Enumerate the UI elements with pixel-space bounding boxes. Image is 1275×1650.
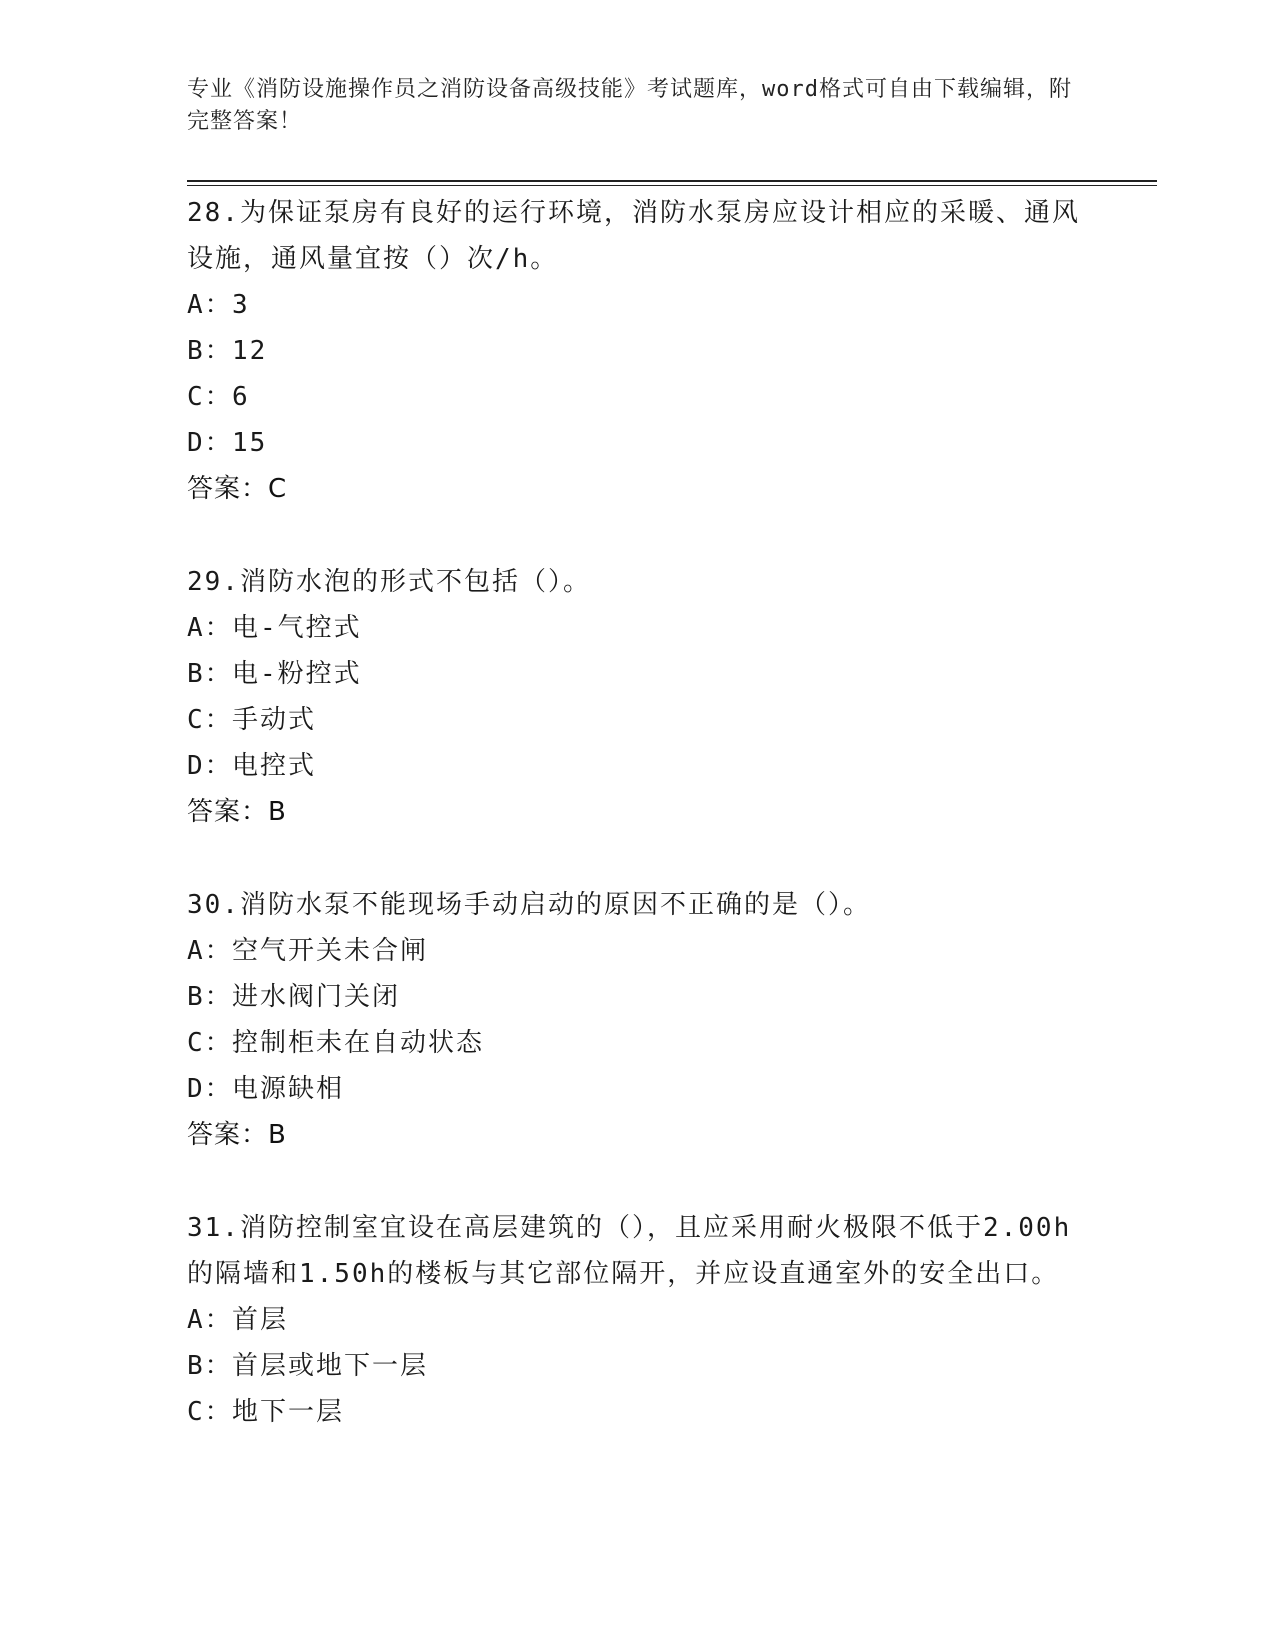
option-text: 地下一层	[232, 1397, 345, 1427]
option-key: A：	[187, 1305, 233, 1335]
option-text: 空气开关未合闸	[232, 936, 429, 966]
option-key: A：	[187, 613, 233, 643]
answer-line: 答案：B	[187, 797, 287, 827]
answer-line: 答案：B	[187, 1120, 287, 1150]
option-key: C：	[187, 705, 233, 735]
question-text: 28.为保证泵房有良好的运行环境，消防水泵房应设计相应的采暖、通风设施，通风量宜按（）次/h。	[187, 198, 1080, 274]
option-key: B：	[187, 982, 233, 1012]
option-text: 6	[232, 382, 250, 412]
option-c	[187, 697, 1087, 743]
option-d	[187, 743, 1087, 789]
option-text: 首层或地下一层	[232, 1351, 429, 1381]
option-text: 12	[232, 336, 268, 366]
option-a	[187, 928, 1087, 974]
question-text: 29.消防水泡的形式不包括（）。	[187, 567, 591, 597]
option-text: 电源缺相	[232, 1074, 345, 1104]
option-text: 电控式	[232, 751, 317, 781]
option-c	[187, 374, 1087, 420]
option-text: 电-粉控式	[232, 659, 362, 689]
document-header: 专业《消防设施操作员之消防设备高级技能》考试题库，word格式可自由下载编辑，附完整答案！	[187, 77, 1072, 134]
option-key: D：	[187, 1074, 233, 1104]
header-rule-thin	[187, 185, 1157, 186]
option-b	[187, 328, 1087, 374]
option-text: 电-气控式	[232, 613, 362, 643]
answer-line: 答案：C	[187, 474, 288, 504]
option-key: A：	[187, 290, 233, 320]
option-text: 3	[232, 290, 250, 320]
option-text: 手动式	[232, 705, 317, 735]
header-rule-thick	[187, 180, 1157, 182]
question-30	[187, 882, 1087, 1158]
option-d	[187, 420, 1087, 466]
question-29	[187, 559, 1087, 835]
question-28	[187, 190, 1087, 512]
question-list	[187, 190, 1087, 1482]
question-31	[187, 1205, 1087, 1435]
option-key: C：	[187, 1028, 233, 1058]
question-text: 30.消防水泵不能现场手动启动的原因不正确的是（）。	[187, 890, 871, 920]
option-b	[187, 651, 1087, 697]
option-d	[187, 1066, 1087, 1112]
option-key: B：	[187, 1351, 233, 1381]
option-key: C：	[187, 382, 233, 412]
option-text: 控制柜未在自动状态	[232, 1028, 485, 1058]
option-key: B：	[187, 336, 233, 366]
option-key: B：	[187, 659, 233, 689]
option-key: D：	[187, 428, 233, 458]
option-text: 15	[232, 428, 268, 458]
option-c	[187, 1389, 1087, 1435]
option-key: D：	[187, 751, 233, 781]
option-key: A：	[187, 936, 233, 966]
question-text: 31.消防控制室宜设在高层建筑的（），且应采用耐火极限不低于2.00h的隔墙和1.50h的楼板与其它部位隔开，并应设直通室外的安全出口。	[187, 1213, 1072, 1289]
option-text: 进水阀门关闭	[232, 982, 401, 1012]
option-b	[187, 974, 1087, 1020]
option-b	[187, 1343, 1087, 1389]
option-c	[187, 1020, 1087, 1066]
option-key: C：	[187, 1397, 233, 1427]
option-text: 首层	[232, 1305, 289, 1335]
document-page	[187, 0, 1157, 1650]
option-a	[187, 1297, 1087, 1343]
option-a	[187, 282, 1087, 328]
option-a	[187, 605, 1087, 651]
